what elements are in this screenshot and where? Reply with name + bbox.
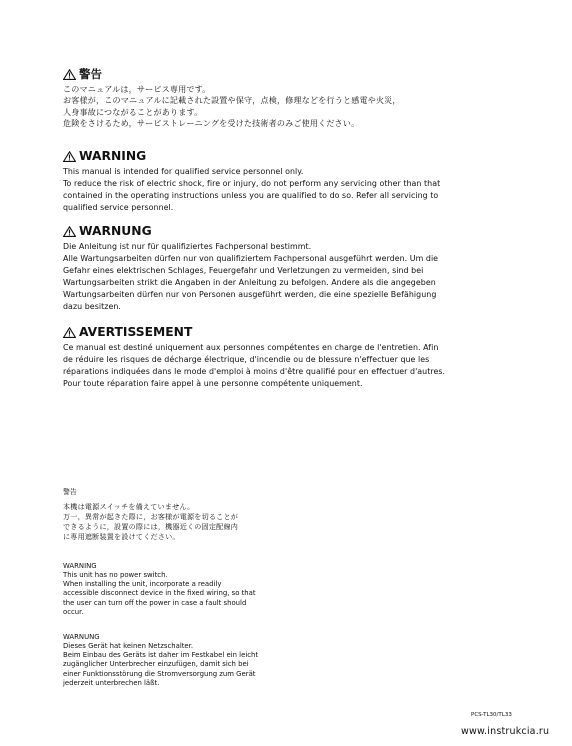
heading-text: AVERTISSEMENT xyxy=(79,325,193,339)
warning-section-de xyxy=(63,225,463,313)
small-line: できるように，設置の際には，機器近くの固定配線内 xyxy=(63,522,239,531)
small-line: accessible disconnect device in the fixed wiring, so that xyxy=(63,589,256,598)
body-line: このマニュアルは，サービス専用です。 xyxy=(63,83,211,94)
body-line: Ce manual est destiné uniquement aux personnes compétentes en charge de l'entretien. Afin xyxy=(63,343,439,353)
section-heading xyxy=(63,225,463,237)
body-line: Pour toute réparation faire appel à une personne compétente uniquement. xyxy=(63,379,363,389)
small-line: When installing the unit, incorporate a readily xyxy=(63,580,222,589)
power-warning-ja xyxy=(63,488,283,542)
body-line: 危険をさけるため，サービストレーニングを受けた技術者のみご使用ください。 xyxy=(63,118,360,129)
body-line: お客様が，このマニュアルに記載された設置や保守，点検，修理などを行うと感電や火災， xyxy=(63,95,401,106)
warning-section-en xyxy=(63,150,463,214)
small-line: 万一，異常が起きた際に，お客様が電源を切ることが xyxy=(63,512,239,521)
watermark-url: www.instrukcia.ru xyxy=(461,726,550,737)
body-line: Alle Wartungsarbeiten dürfen nur von qualifiziertem Fachpersonal ausgeführt werden. Um die xyxy=(63,254,439,264)
model-number: PCS-TL30/TL33 xyxy=(471,712,512,718)
small-heading: 警告 xyxy=(63,488,77,496)
heading-text: WARNING xyxy=(79,149,147,163)
body-line: Die Anleitung ist nur für qualifiziertes Fachpersonal bestimmt. xyxy=(63,242,312,252)
warning-triangle-icon xyxy=(63,69,76,80)
small-line: the user can turn off the power in case a fault should xyxy=(63,598,247,607)
small-heading: WARNING xyxy=(63,562,97,570)
small-line: Dieses Gerät hat keinen Netzschalter. xyxy=(63,642,194,650)
warning-triangle-icon xyxy=(63,151,76,162)
warning-section-ja xyxy=(63,69,463,130)
body-line: contained in the operating instructions unless you are qualified to do so. Refer all servicing to xyxy=(63,191,439,201)
section-heading xyxy=(63,326,463,338)
body-line: réparations indiquées dans le mode d'emploi à moins d'être qualifié pour en effectuer d'autres. xyxy=(63,367,446,377)
power-warning-de xyxy=(63,633,283,688)
body-line: Gefahr eines elektrischen Schlages, Feuergefahr und Verletzungen zu vermeiden, sind bei xyxy=(63,266,424,276)
small-line: zugänglicher Unterbrecher einzufügen, damit sich bei xyxy=(63,660,249,669)
small-line: jederzeit unterbrechen läßt. xyxy=(63,678,160,687)
small-line: einer Funktionsstörung die Stromversorgung zum Gerät xyxy=(63,669,256,678)
warning-triangle-icon xyxy=(63,226,76,237)
small-line: に専用遮断装置を設けてください。 xyxy=(63,532,180,541)
body-line: Wartungsarbeiten dürfen nur von Personen ausgeführt werden, die eine spezielle Befähigung xyxy=(63,289,437,299)
section-heading xyxy=(63,69,463,81)
body-line: de réduire les risques de décharge électrique, d'incendie ou de blessure n'effectuer que les xyxy=(63,355,430,365)
warning-section-fr xyxy=(63,326,463,390)
small-line: Beim Einbau des Geräts ist daher im Festkabel ein leicht xyxy=(63,651,259,660)
body-line: This manual is intended for qualified service personnel only. xyxy=(63,167,304,177)
small-line: 本機は電源スイッチを備えていません。 xyxy=(63,502,195,511)
small-heading: WARNUNG xyxy=(63,633,100,641)
section-heading xyxy=(63,150,463,162)
body-line: Wartungsarbeiten strikt die Angaben in der Anleitung zu befolgen. Andere als die angegeben xyxy=(63,278,436,288)
body-line: To reduce the risk of electric shock, fire or injury, do not perform any servicing other than that xyxy=(63,179,441,189)
power-warning-en xyxy=(63,562,283,617)
heading-text: WARNUNG xyxy=(79,224,152,238)
body-line: qualified service personnel. xyxy=(63,203,174,213)
small-line: occur. xyxy=(63,607,84,616)
body-line: 人身事故につながることがあります。 xyxy=(63,106,203,117)
warning-triangle-icon xyxy=(63,327,76,338)
small-line: This unit has no power switch. xyxy=(63,571,168,579)
body-line: dazu besitzen. xyxy=(63,301,121,311)
heading-text: 警告 xyxy=(79,67,102,81)
